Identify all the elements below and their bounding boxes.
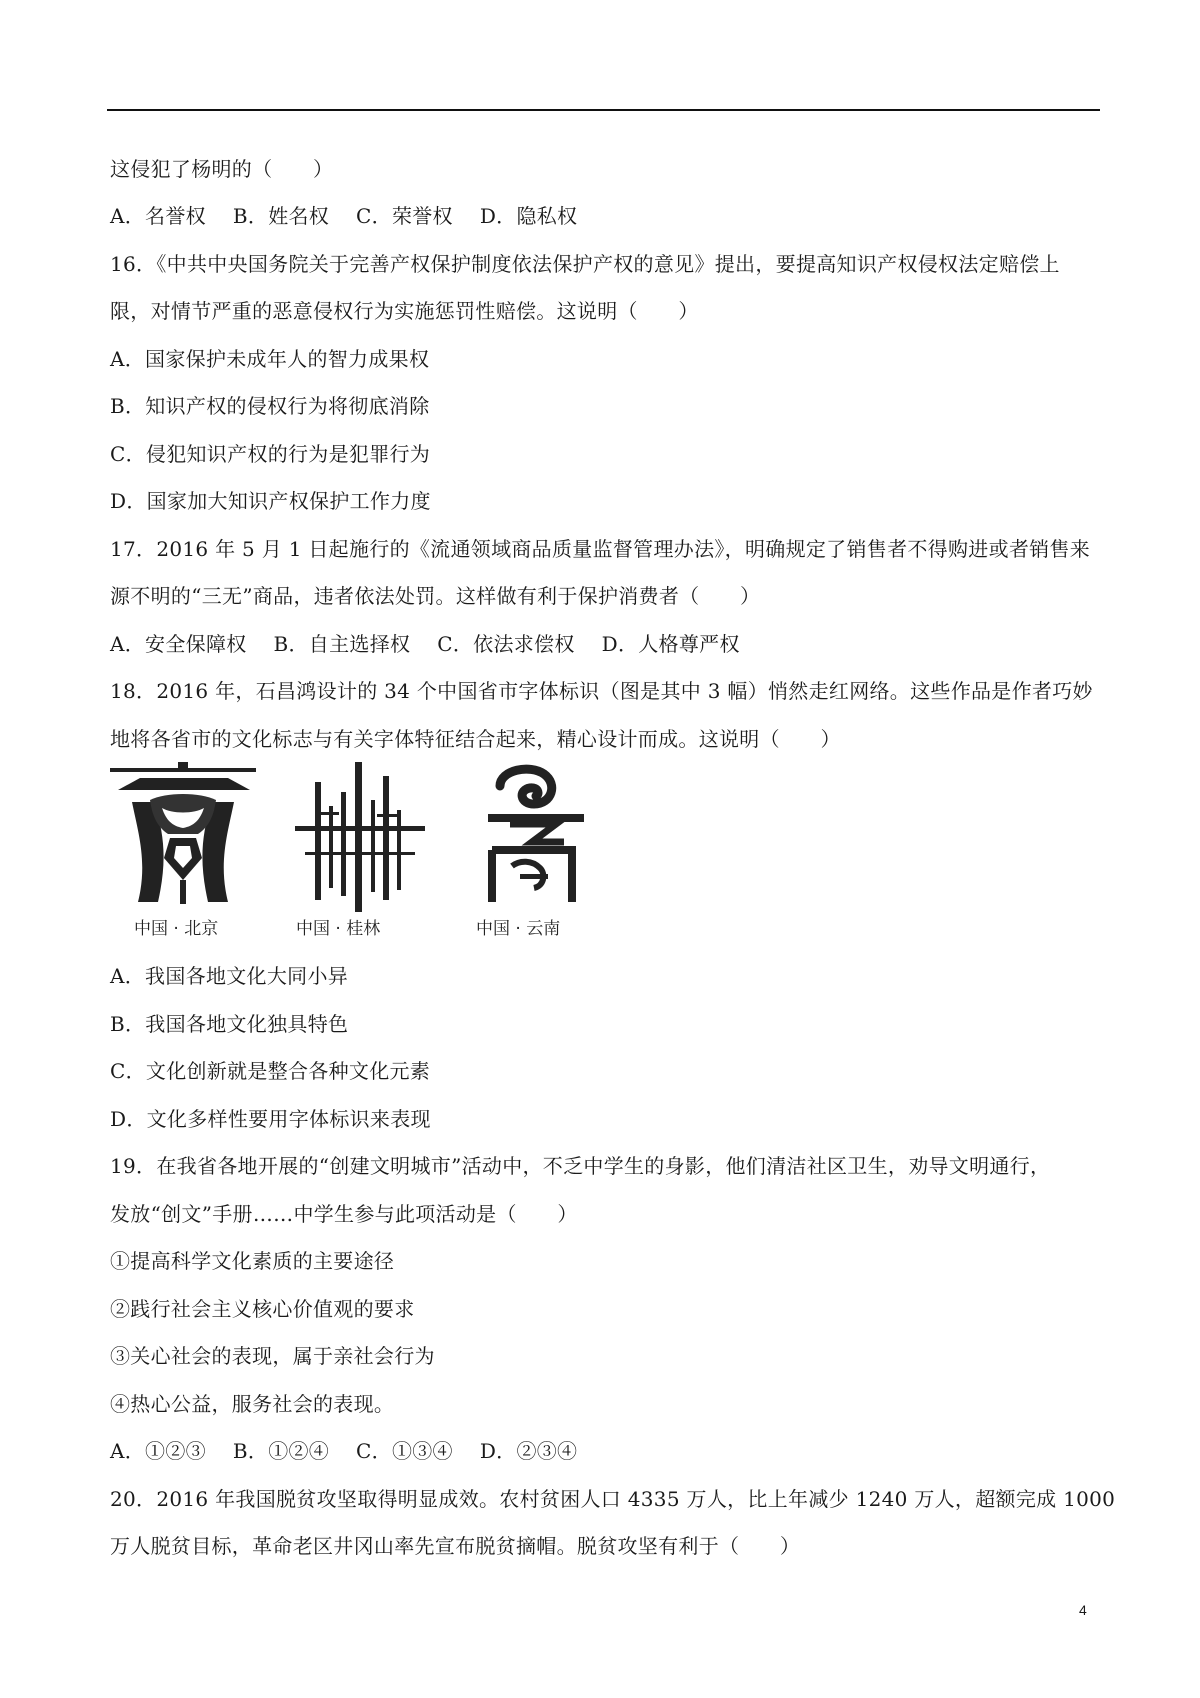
text-line: ②践行社会主义核心价值观的要求 bbox=[110, 1297, 415, 1321]
text-line: 18．2016 年，石昌鸿设计的 34 个中国省市字体标识（图是其中 3 幅）悄然走红网络。这些作品是作者巧妙 bbox=[110, 679, 1093, 703]
text-line: A．国家保护未成年人的智力成果权 bbox=[110, 347, 430, 371]
text-line: 19．在我省各地开展的“创建文明城市”活动中，不乏中学生的身影，他们清洁社区卫生，劝导文明通行， bbox=[110, 1154, 1051, 1178]
text-line: 这侵犯了杨明的（ ） bbox=[110, 157, 334, 181]
text-line: A．名誉权 B．姓名权 C．荣誉权 D．隐私权 bbox=[110, 204, 578, 228]
yunnan-logo bbox=[460, 762, 610, 912]
text-line: B．知识产权的侵权行为将彻底消除 bbox=[110, 394, 430, 418]
text-line: 限，对情节严重的恶意侵权行为实施惩罚性赔偿。这说明（ ） bbox=[110, 299, 699, 323]
text-line: 16．《中共中央国务院关于完善产权保护制度依法保护产权的意见》提出，要提高知识产权侵权法定赔偿上 bbox=[110, 252, 1060, 276]
text-line: B．我国各地文化独具特色 bbox=[110, 1012, 349, 1036]
text-line: ①提高科学文化素质的主要途径 bbox=[110, 1249, 395, 1273]
text-line: 万人脱贫目标，革命老区井冈山率先宣布脱贫摘帽。脱贫攻坚有利于（ ） bbox=[110, 1534, 801, 1558]
text-line: 20．2016 年我国脱贫攻坚取得明显成效。农村贫困人口 4335 万人，比上年减少 1240 万人，超额完成 1000 bbox=[110, 1487, 1116, 1511]
text-line: 源不明的“三无”商品，违者依法处罚。这样做有利于保护消费者（ ） bbox=[110, 584, 761, 608]
header-rule bbox=[107, 109, 1100, 111]
text-line: D．文化多样性要用字体标识来表现 bbox=[110, 1107, 431, 1131]
logo-caption: 中国 · 北京 bbox=[134, 919, 219, 939]
province-logo-figure bbox=[110, 762, 610, 942]
text-line: A．安全保障权 B．自主选择权 C．依法求偿权 D．人格尊严权 bbox=[110, 632, 740, 656]
text-line: 17．2016 年 5 月 1 日起施行的《流通领域商品质量监督管理办法》，明确规定了销售者不得购进或者销售来 bbox=[110, 537, 1091, 561]
text-line: C．侵犯知识产权的行为是犯罪行为 bbox=[110, 442, 431, 466]
text-line: D．国家加大知识产权保护工作力度 bbox=[110, 489, 431, 513]
logo-caption: 中国 · 桂林 bbox=[296, 919, 381, 939]
beijing-logo bbox=[110, 762, 260, 912]
text-line: 地将各省市的文化标志与有关字体特征结合起来，精心设计而成。这说明（ ） bbox=[110, 727, 841, 751]
text-line: A．我国各地文化大同小异 bbox=[110, 964, 349, 988]
guilin-logo bbox=[285, 762, 435, 912]
text-line: 发放“创文”手册……中学生参与此项活动是（ ） bbox=[110, 1202, 578, 1226]
text-line: A．①②③ B．①②④ C．①③④ D．②③④ bbox=[110, 1439, 578, 1463]
text-line: C．文化创新就是整合各种文化元素 bbox=[110, 1059, 431, 1083]
page-number: 4 bbox=[1079, 1602, 1087, 1618]
logo-caption: 中国 · 云南 bbox=[476, 919, 561, 939]
text-line: ④热心公益，服务社会的表现。 bbox=[110, 1392, 395, 1416]
text-line: ③关心社会的表现，属于亲社会行为 bbox=[110, 1344, 435, 1368]
